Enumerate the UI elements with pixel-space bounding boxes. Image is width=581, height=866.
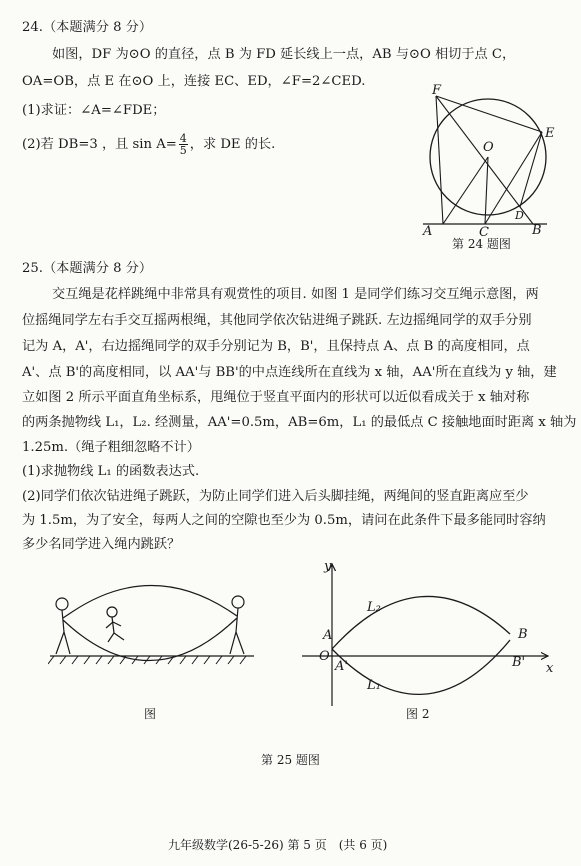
- jumping-child: [106, 607, 124, 642]
- right-person: [228, 596, 244, 654]
- q25-line-6: 的两条抛物线 L₁，L₂. 经测量，AA'=0.5m，AB=6m，L₁ 的最低点 C 接触地面时距离 x 轴为: [22, 415, 577, 430]
- q25-caption: 第 25 题图: [261, 753, 320, 767]
- label-a: A: [323, 628, 333, 643]
- fig1-caption: 图: [144, 707, 157, 721]
- segment-oa: [443, 157, 488, 224]
- q25-line-2: 位摇绳同学左右手交互摇两根绳，其他同学依次钻进绳子跳跃. 左边摇绳同学的双手分别: [22, 313, 532, 328]
- q25-line-4: A'、点 B'的高度相同，以 AA'与 BB'的中点连线所在直线为 x 轴，AA'所在直线为 y 轴，建: [22, 365, 557, 380]
- fig2-caption: 图 2: [406, 707, 430, 721]
- parabola-l1: [332, 640, 510, 694]
- label-f: F: [432, 83, 442, 98]
- label-d: D: [515, 209, 524, 222]
- label-o: O: [319, 649, 330, 664]
- q25-figure-2: [300, 558, 562, 708]
- q25-line-7: 1.25m.（绳子粗细忽略不计）: [22, 440, 200, 455]
- q24-frac-num: 4: [179, 132, 187, 145]
- q25-header: 25.（本题满分 8 分）: [22, 261, 153, 276]
- q24-part1: (1)求证：∠A=∠FDE；: [22, 103, 166, 118]
- diameter-fd: [436, 96, 520, 207]
- rope-upper: [72, 585, 228, 612]
- page-footer: 九年级数学(26-5-26) 第 5 页 (共 6 页): [168, 838, 388, 852]
- q24-figure: [415, 82, 565, 237]
- left-person: [56, 598, 72, 654]
- q25-part2-line-2: 为 1.5m，为了安全，每两人之间的空隙也至少为 0.5m，请问在此条件下最多能同时容纳: [22, 513, 546, 528]
- q24-line-2: OA=OB，点 E 在⊙O 上，连接 EC、ED，∠F=2∠CED.: [22, 74, 366, 89]
- q25-part2-line-3: 多少名同学进入绳内跳跃？: [22, 537, 181, 552]
- label-l1: L₁: [367, 678, 381, 693]
- q24-part2-pre: (2)若 DB=3 ，且 sin A=: [22, 137, 177, 152]
- q24-caption: 第 24 题图: [452, 237, 511, 251]
- q24-fraction: [179, 133, 188, 156]
- label-e: E: [545, 126, 555, 141]
- q25-line-1: 交互绳是花样跳绳中非常具有观赏性的项目. 如图 1 是同学们练习交互绳示意图，两: [52, 287, 539, 302]
- segment-oc: [485, 157, 488, 224]
- label-a: A: [423, 224, 433, 237]
- label-b-prime: B': [512, 655, 526, 670]
- q24-part2: [22, 133, 275, 156]
- q24-line-1: 如图，DF 为⊙O 的直径，点 B 为 FD 延长线上一点，AB 与⊙O 相切于点 C，: [52, 47, 516, 62]
- label-b: B: [532, 223, 542, 237]
- q25-line-3: 记为 A，A'，右边摇绳同学的双手分别记为 B，B'，且保持点 A、点 B 的高度相同，点: [22, 339, 530, 354]
- q25-part2-line-1: (2)同学们依次钻进绳子跳跃，为防止同学们进入后头脚挂绳，两绳间的竖直距离应至少: [22, 489, 529, 504]
- parabola-l2: [332, 596, 510, 649]
- label-x: x: [546, 661, 554, 676]
- q24-part2-post: ，求 DE 的长.: [189, 137, 276, 152]
- q25-line-5: 立如图 2 所示平面直角坐标系，甩绳位于竖直平面内的形状可以近似看成关于 x 轴对称: [22, 390, 530, 405]
- label-o: O: [483, 140, 494, 155]
- q24-frac-den: 5: [179, 144, 187, 157]
- label-y: y: [324, 559, 332, 574]
- rope-lower: [72, 626, 228, 661]
- q24-header: 24.（本题满分 8 分）: [22, 20, 153, 35]
- label-c: C: [479, 225, 489, 237]
- label-a-prime: A': [335, 659, 348, 674]
- label-b: B: [518, 627, 528, 642]
- segment-af: [436, 96, 443, 224]
- label-l2: L₂: [367, 600, 381, 615]
- q25-figure-1: [48, 578, 258, 688]
- q25-part1: (1)求抛物线 L₁ 的函数表达式.: [22, 464, 200, 479]
